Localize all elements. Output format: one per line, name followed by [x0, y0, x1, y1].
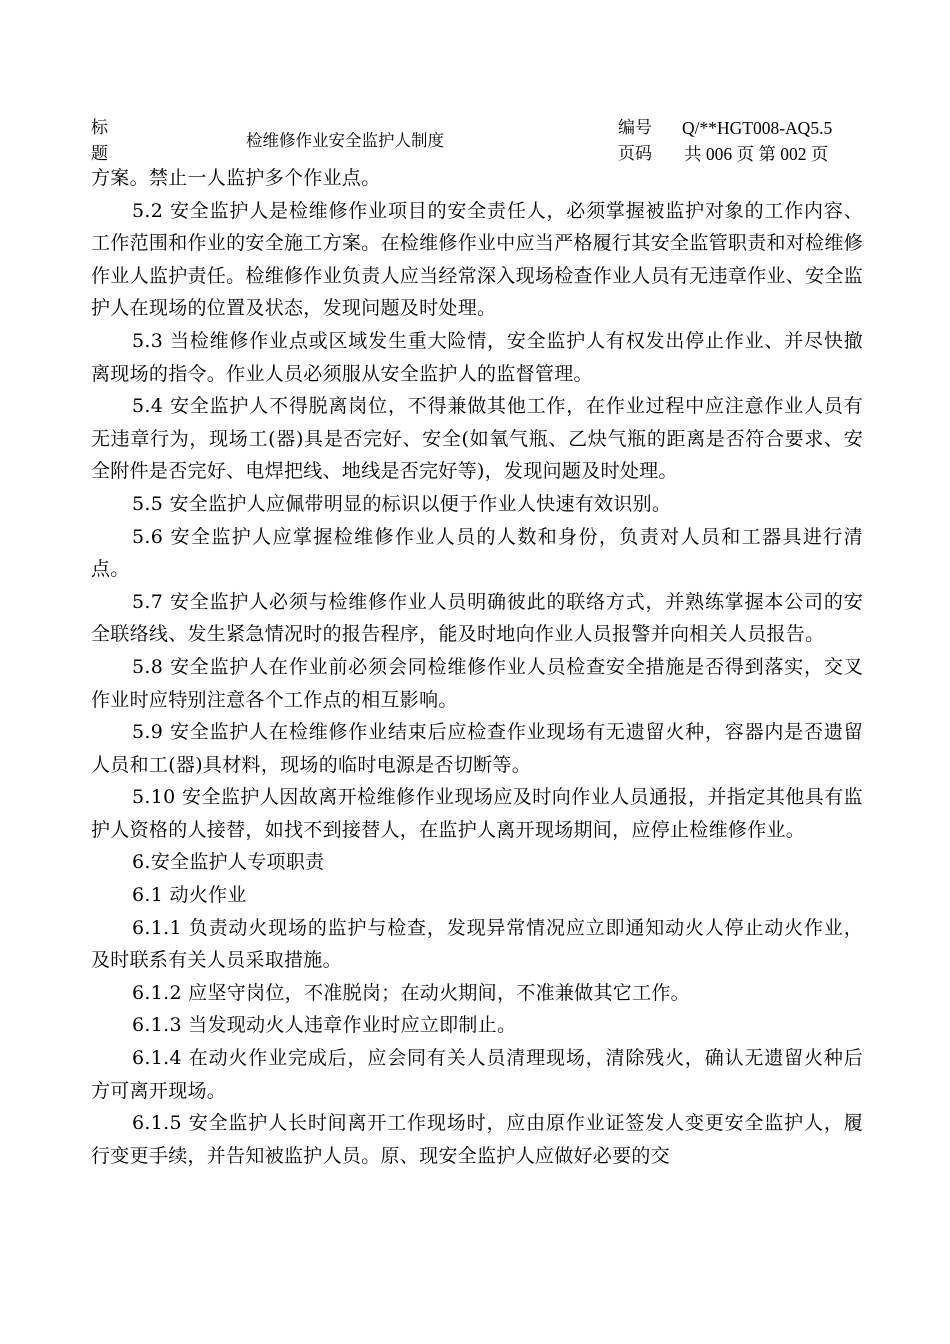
- header-meta: [618, 115, 832, 167]
- document-body: [91, 162, 863, 1172]
- page-value: 共 006 页 第 002 页: [684, 144, 829, 164]
- paragraph: 5.3 当检维修作业点或区域发生重大险情，安全监护人有权发出停止作业、并尽快撤离现场的指令。作业人员必须服从安全监护人的监督管理。: [91, 329, 863, 385]
- header-label-line2: 题: [91, 144, 108, 164]
- paragraph: 5.7 安全监护人必须与检维修作业人员明确彼此的联络方式，并熟练掌握本公司的安全联络线、发生紧急情况时的报告程序，能及时地向作业人员报警并向相关人员报告。: [91, 590, 863, 646]
- paragraph: 5.5 安全监护人应佩带明显的标识以便于作业人快速有效识别。: [132, 492, 672, 515]
- paragraph: 6.1.4 在动火作业完成后，应会同有关人员清理现场，清除残火，确认无遗留火种后方可离开现场。: [91, 1047, 863, 1102]
- header-label: [91, 115, 121, 167]
- paragraph: 6.1.5 安全监护人长时间离开工作现场时，应由原作业证签发人变更安全监护人，履行变更手续，并告知被监护人员。原、现安全监护人应做好必要的交: [91, 1112, 863, 1167]
- paragraph: 5.10 安全监护人因故离开检维修作业现场应及时向作业人员通报，并指定其他具有监护人资格的人接替，如找不到接替人，在监护人离开现场期间，应停止检维修作业。: [91, 786, 863, 841]
- code-row: [618, 115, 832, 141]
- paragraph: 6.安全监护人专项职责: [132, 851, 325, 874]
- code-value: Q/**HGT008-AQ5.5: [682, 118, 833, 138]
- paragraph: 5.6 安全监护人应掌握检维修作业人员的人数和身份，负责对人员和工器具进行清点。: [91, 525, 863, 581]
- paragraph: 5.8 安全监护人在作业前必须会同检维修作业人员检查安全措施是否得到落实，交叉作业时应特别注意各个工作点的相互影响。: [91, 655, 863, 711]
- paragraph: 5.9 安全监护人在检维修作业结束后应检查作业现场有无遗留火种，容器内是否遗留人员和工(器)具材料，现场的临时电源是否切断等。: [91, 721, 863, 776]
- paragraph: 5.4 安全监护人不得脱离岗位，不得兼做其他工作，在作业过程中应注意作业人员有无违章行为，现场工(器)具是否完好、安全(如氧气瓶、乙炔气瓶的距离是否符合要求、安全附件是否完好、电焊把线、地线是否完好等)，发现问题及时处理。: [91, 395, 863, 483]
- header-label-line1: 标: [91, 118, 108, 138]
- page-label: 页码: [618, 144, 652, 164]
- paragraph: 6.1.2 应坚守岗位，不准脱岗；在动火期间，不准兼做其它工作。: [132, 981, 690, 1004]
- paragraph: 方案。禁止一人监护多个作业点。: [91, 167, 381, 189]
- paragraph: 5.2 安全监护人是检维修作业项目的安全责任人，必须掌握被监护对象的工作内容、工作范围和作业的安全施工方案。在检维修作业中应当严格履行其安全监管职责和对检维修作业人监护责任。检维修作业负责人应当经常深入现场检查作业人员有无违章作业、安全监护人在现场的位置及状态，发现问题及时处理。: [91, 199, 864, 320]
- code-label: 编号: [618, 118, 652, 138]
- document-title: 检维修作业安全监护人制度: [246, 131, 444, 150]
- paragraph: 6.1.3 当发现动火人违章作业时应立即制止。: [132, 1014, 517, 1037]
- paragraph: 6.1.1 负责动火现场的监护与检查，发现异常情况应立即通知动火人停止动火作业，及时联系有关人员采取措施。: [91, 916, 863, 972]
- paragraph: 6.1 动火作业: [132, 884, 247, 907]
